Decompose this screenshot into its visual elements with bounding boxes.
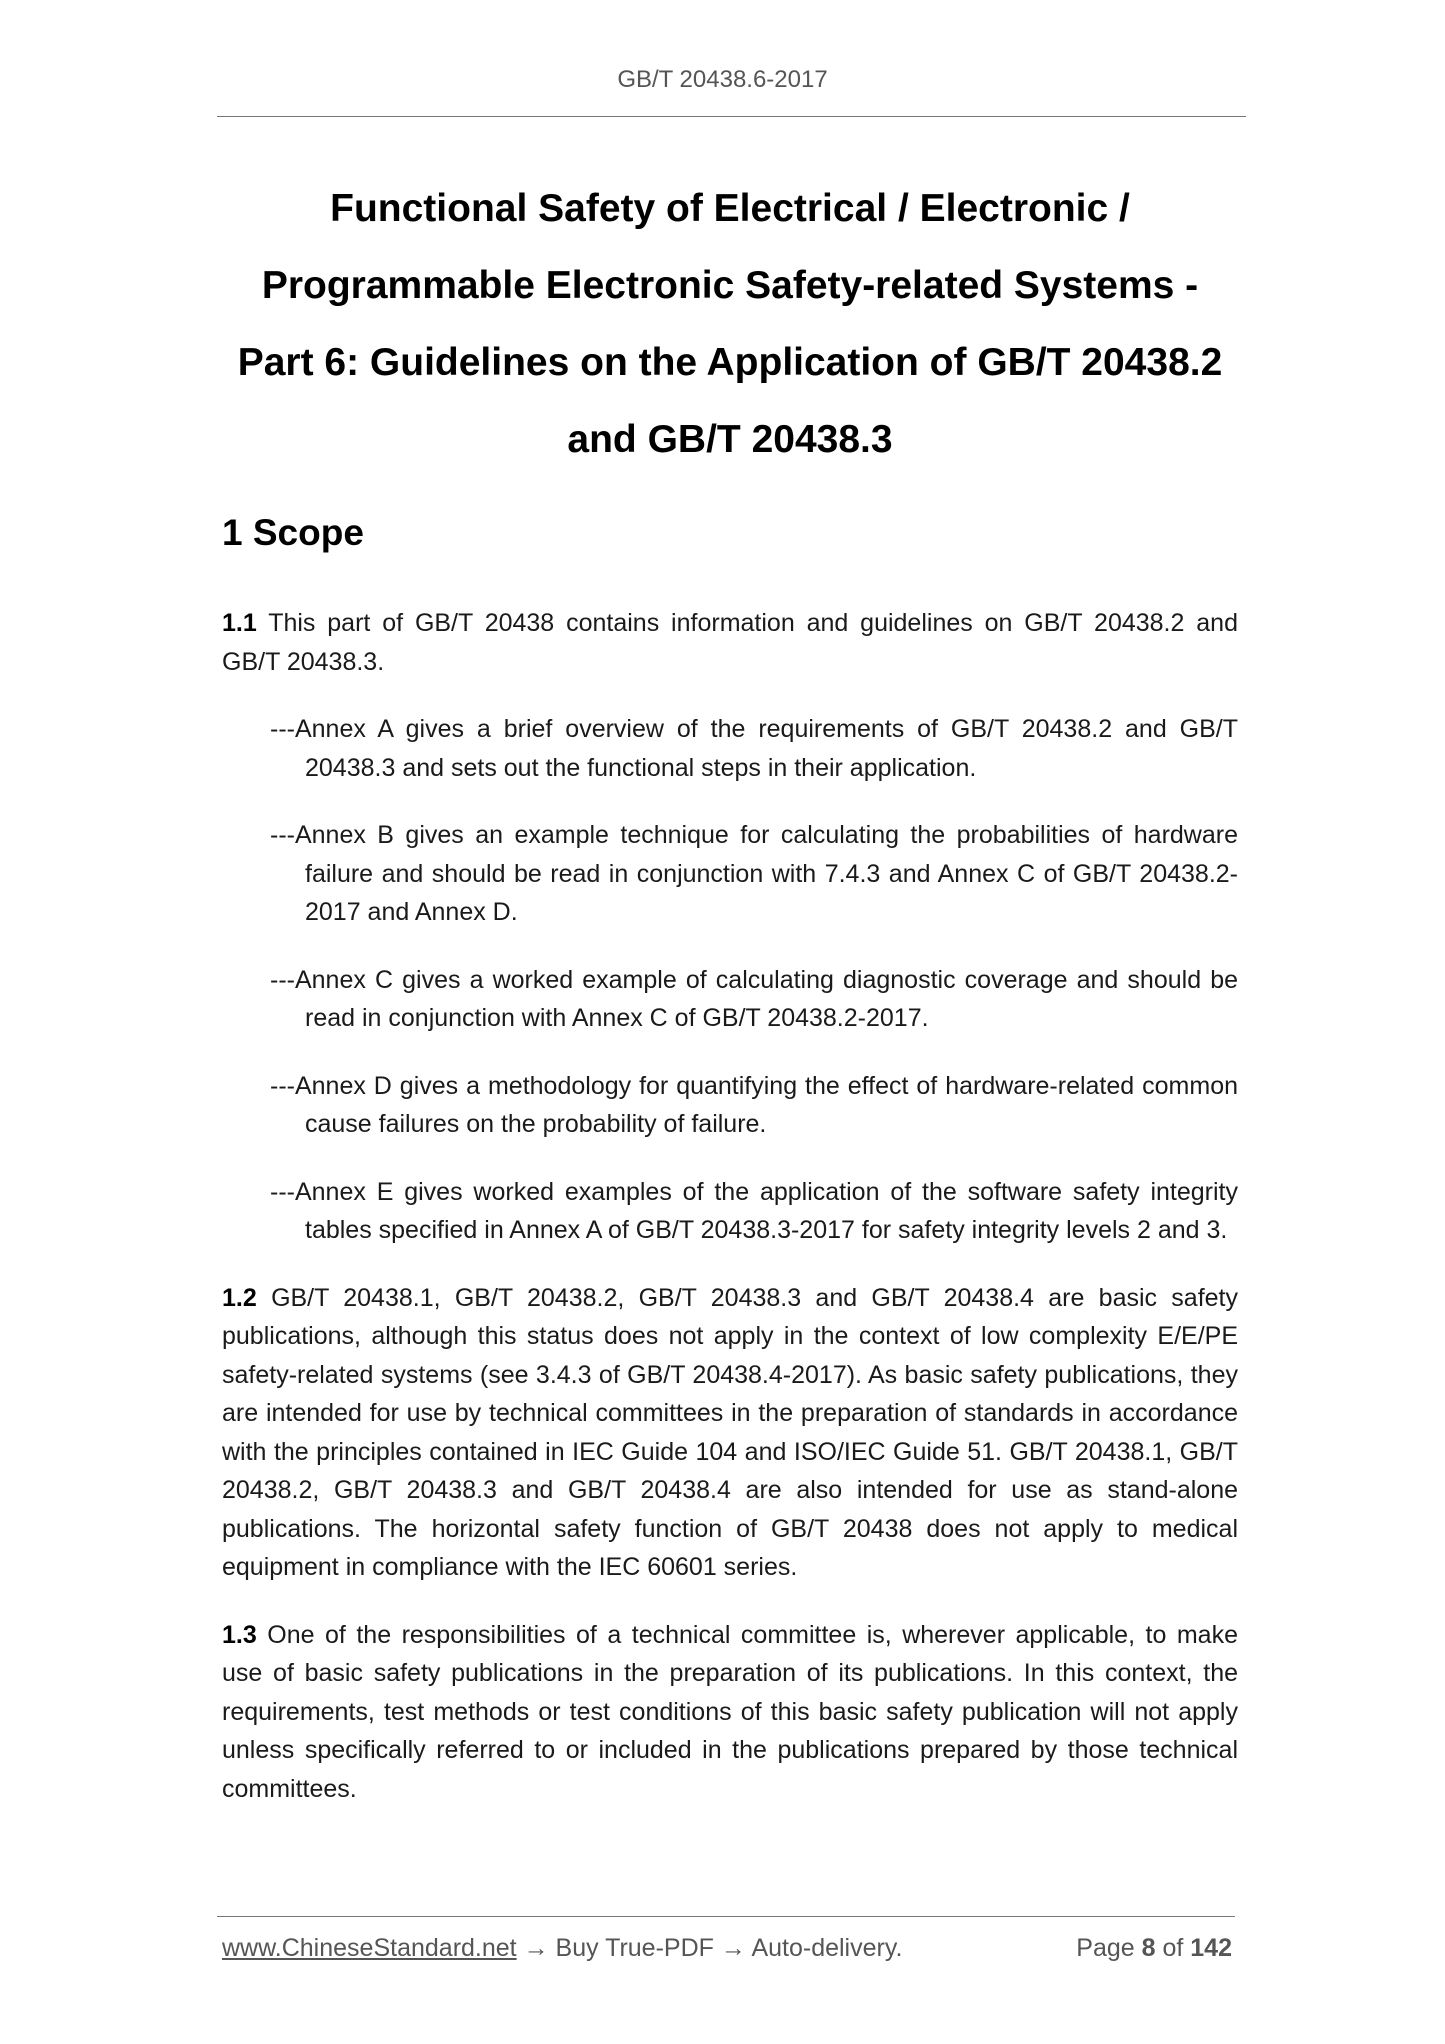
footer-promo [222, 1934, 902, 1963]
clause-1-1 [222, 604, 1238, 681]
title-line-3: Part 6: Guidelines on the Application of GB/T 20438.2 [237, 341, 1223, 384]
clause-1-2 [222, 1279, 1238, 1587]
section-heading: 1 Scope [222, 512, 364, 553]
running-header: GB/T 20438.6-2017 [617, 66, 828, 93]
page-total: 142 [1190, 1934, 1232, 1962]
document-title [200, 170, 1260, 478]
annex-b-item: ---Annex B gives an example technique for calculating the probabilities of hardware failure and should be read in conjunction with 7.4.3 and Annex C of GB/T 20438.2-2017 and Annex D. [270, 821, 1238, 926]
clause-number: 1.3 [222, 1620, 257, 1649]
page-number: 8 [1141, 1934, 1156, 1962]
clause-number: 1.2 [222, 1283, 257, 1312]
annex-a-item: ---Annex A gives a brief overview of the requirements of GB/T 20438.2 and GB/T 20438.3 and sets out the functional steps in their application. [270, 715, 1238, 782]
document-body [222, 604, 1238, 1837]
title-line-1: Functional Safety of Electrical / Electronic / [330, 187, 1130, 230]
clause-text: This part of GB/T 20438 contains information and guidelines on GB/T 20438.2 and GB/T 20438.3. [222, 609, 1238, 676]
annex-d-item: ---Annex D gives a methodology for quantifying the effect of hardware-related common cause failures on the probability of failure. [270, 1071, 1238, 1138]
footer-divider [217, 1916, 1235, 1917]
clause-number: 1.1 [222, 609, 257, 637]
annex-e-item: ---Annex E gives worked examples of the application of the software safety integrity tables specified in Annex A of GB/T 20438.3-2017 for safety integrity levels 2 and 3. [270, 1177, 1238, 1244]
buy-text: Buy True-PDF [555, 1934, 714, 1962]
arrow-right-icon: → [720, 1934, 746, 1962]
arrow-right-icon: → [523, 1934, 549, 1962]
clause-text: One of the responsibilities of a technical committee is, wherever applicable, to make use of basic safety publications in the preparation of its publications. In this context, the requirements, test methods or test conditions of this basic safety publication will not apply unless specifically referred to or included in the publications prepared by those technical committees. [222, 1620, 1238, 1803]
header-divider [217, 116, 1246, 117]
title-line-4: and GB/T 20438.3 [567, 418, 893, 461]
page-label: Page [1076, 1934, 1135, 1962]
clause-1-3 [222, 1616, 1238, 1809]
clause-text: GB/T 20438.1, GB/T 20438.2, GB/T 20438.3 and GB/T 20438.4 are basic safety publications, although this status does not apply in the context of low complexity E/E/PE safety-related systems (see 3.4.3 of GB/T 20438.4-2017). As basic safety publications, they are intended for use by technical committees in the preparation of standards in accordance with the principles contained in IEC Guide 104 and ISO/IEC Guide 51. GB/T 20438.1, GB/T 20438.2, GB/T 20438.3 and GB/T 20438.4 are also intended for use as stand-alone publications. The horizontal safety function of GB/T 20438 does not apply to medical equipment in compliance with the IEC 60601 series. [222, 1283, 1239, 1581]
title-line-2: Programmable Electronic Safety-related Systems - [261, 264, 1199, 307]
of-label: of [1162, 1934, 1184, 1962]
website-link[interactable]: www.ChineseStandard.net [222, 1934, 517, 1962]
delivery-text: Auto-delivery. [751, 1934, 903, 1962]
page-indicator [1076, 1934, 1232, 1963]
annex-c-item: ---Annex C gives a worked example of calculating diagnostic coverage and should be read in conjunction with Annex C of GB/T 20438.2-2017. [270, 965, 1238, 1032]
page-footer [222, 1934, 1235, 1974]
